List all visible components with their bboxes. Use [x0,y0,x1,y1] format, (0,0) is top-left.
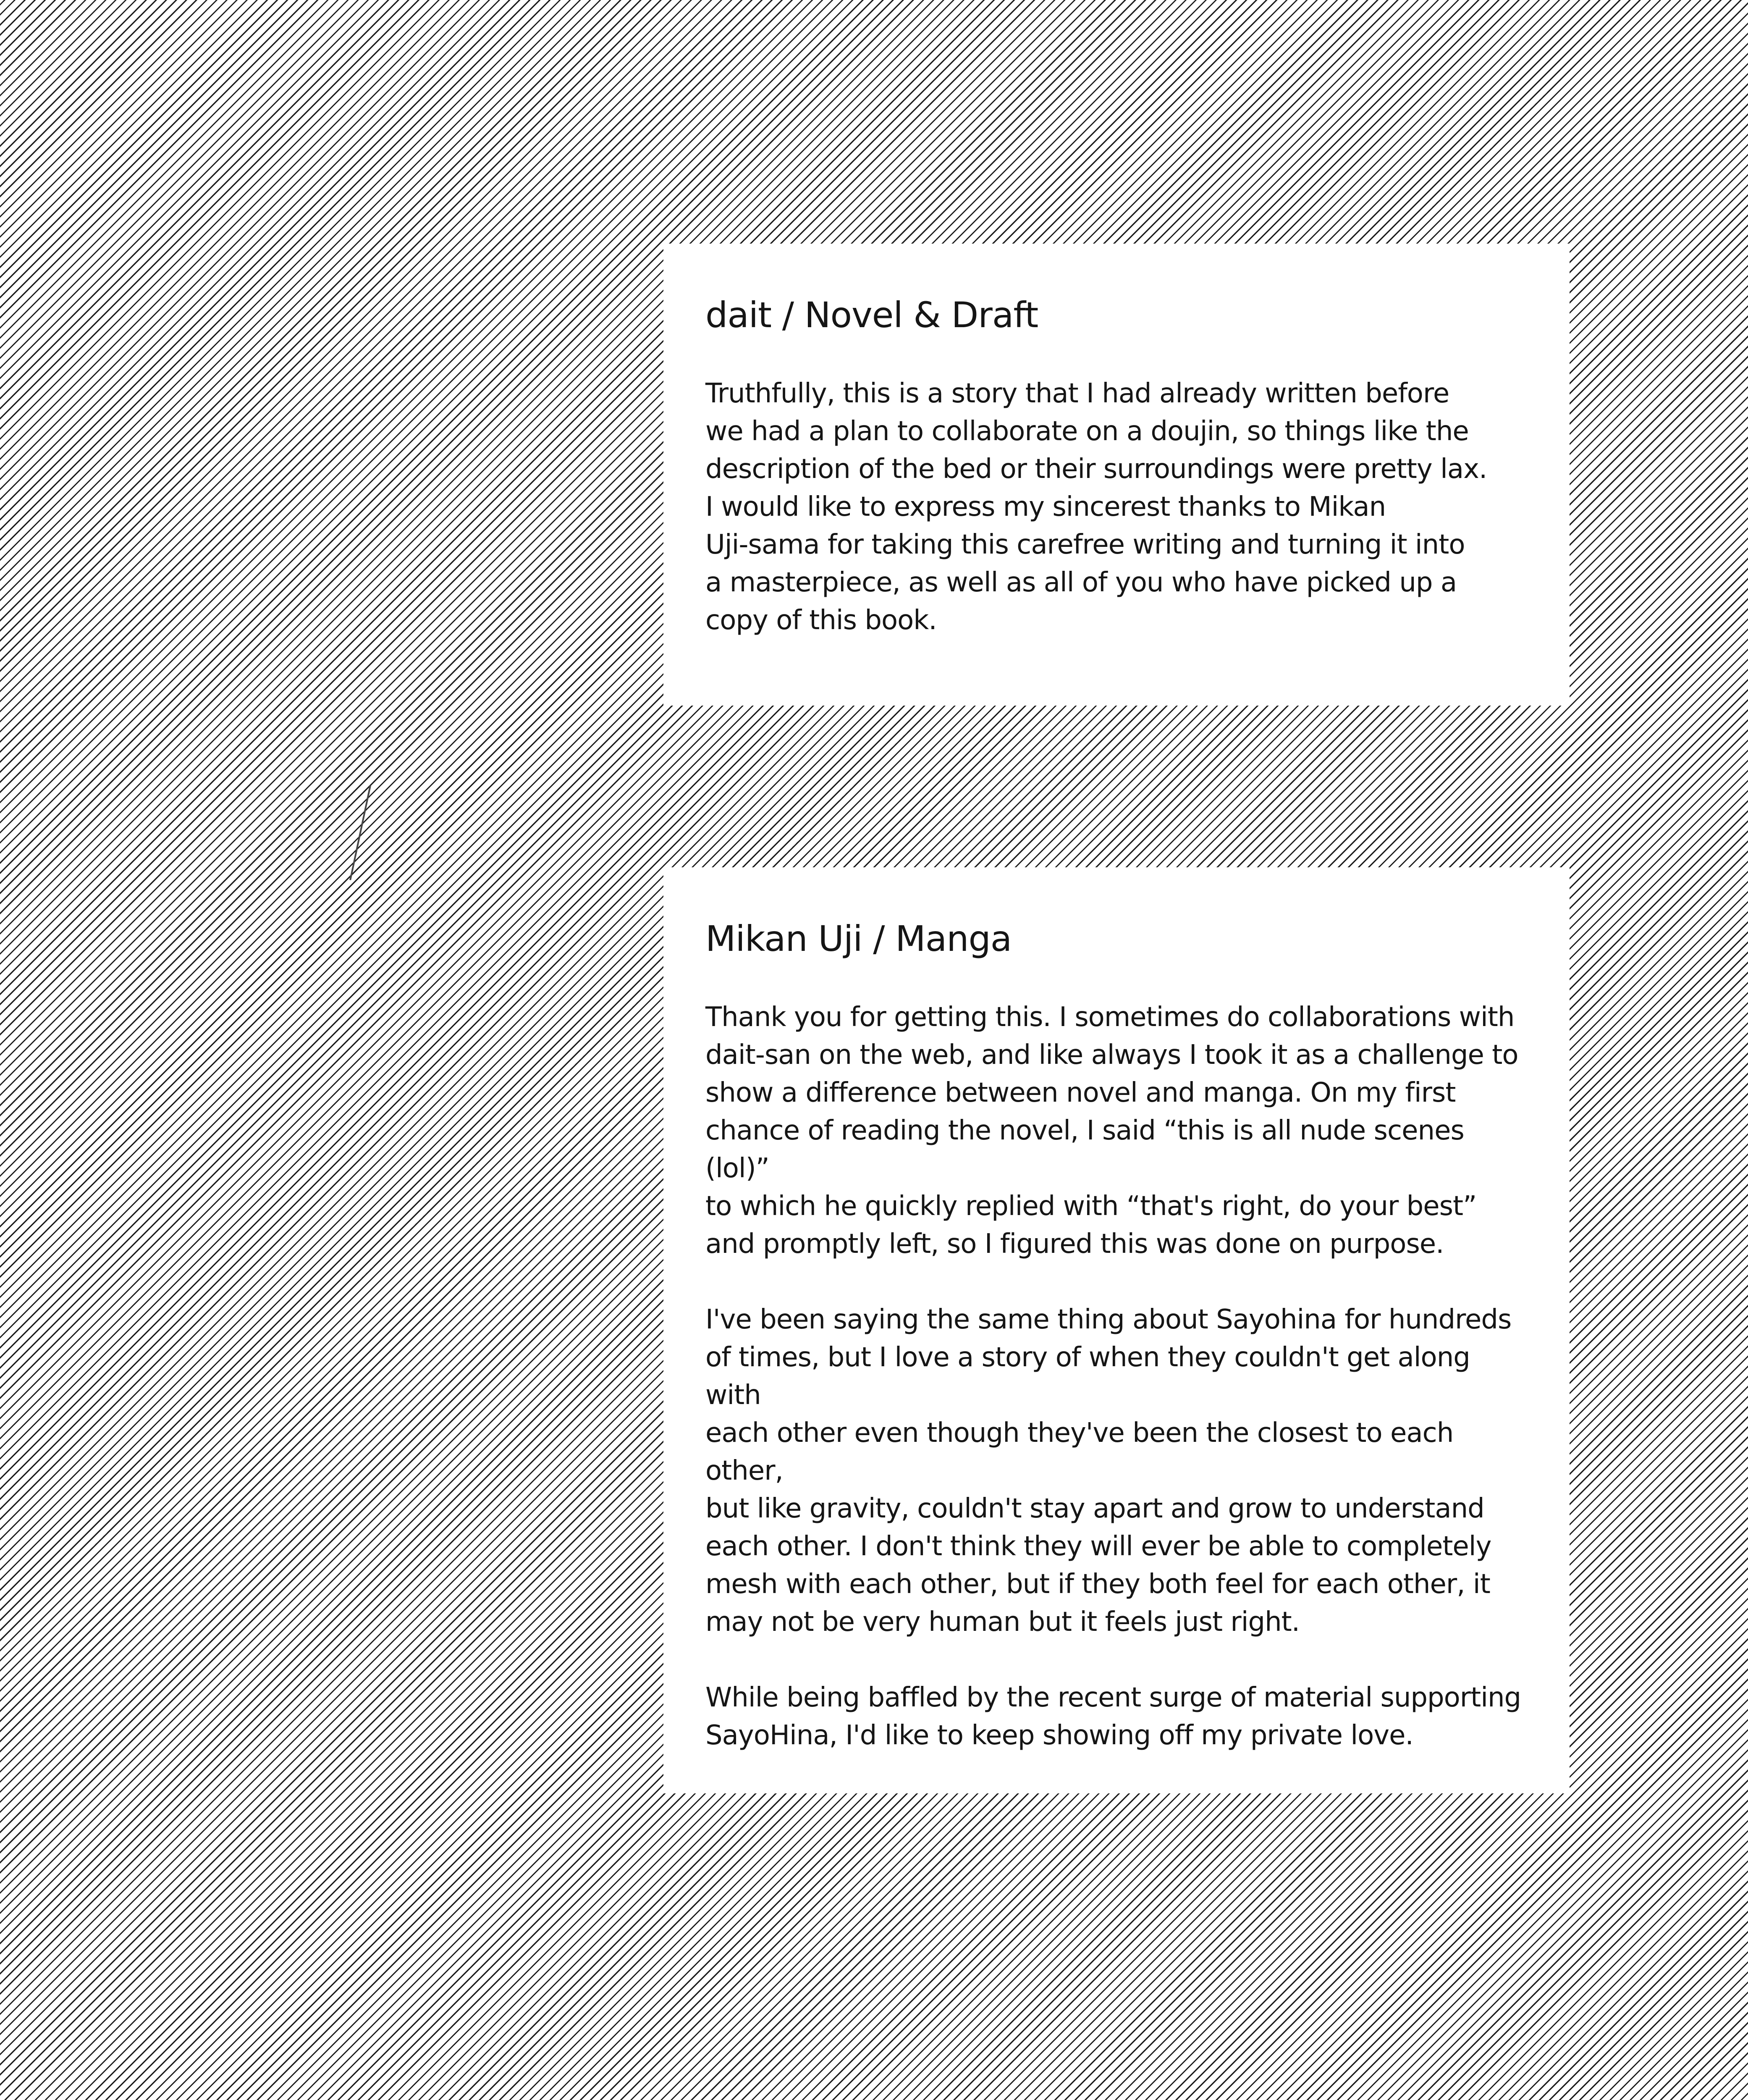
note-paragraph: I've been saying the same thing about Sayohina for hundreds of times, but I love a story of when they couldn't get along with each other even though they've been the closest to each other, but like gravity, couldn't stay apart and grow to understand each other. I don't think they will ever be able to completely mesh with each other, but if they both feel for each other, it may not be very human but it feels just right. [705,1304,1512,1638]
note-paragraph: While being baffled by the recent surge of material supporting SayoHina, I'd like to keep showing off my private love. [705,1682,1521,1751]
author-note-dait [663,244,1570,706]
note-title: Mikan Uji / Manga [705,918,1012,959]
note-paragraph: Thank you for getting this. I sometimes do collaborations with dait-san on the web, and like always I took it as a challenge to show a difference between novel and manga. On my first chance of reading the novel, I said “this is all nude scenes (lol)” to which he quickly replied with “that's right, do your best” and promptly left, so I figured this was done on purpose. [705,1002,1518,1260]
note-title: dait / Novel & Draft [705,294,1038,336]
author-note-mikan-uji [663,867,1570,1793]
stray-pen-stroke [349,785,371,880]
note-paragraph: Truthfully, this is a story that I had already written before we had a plan to collaborate on a doujin, so things like the description of the bed or their surroundings were pretty lax. I would like to express my sincerest thanks to Mikan Uji-sama for taking this carefree writing and turning it into a masterpiece, as well as all of you who have picked up a copy of this book. [705,378,1487,636]
